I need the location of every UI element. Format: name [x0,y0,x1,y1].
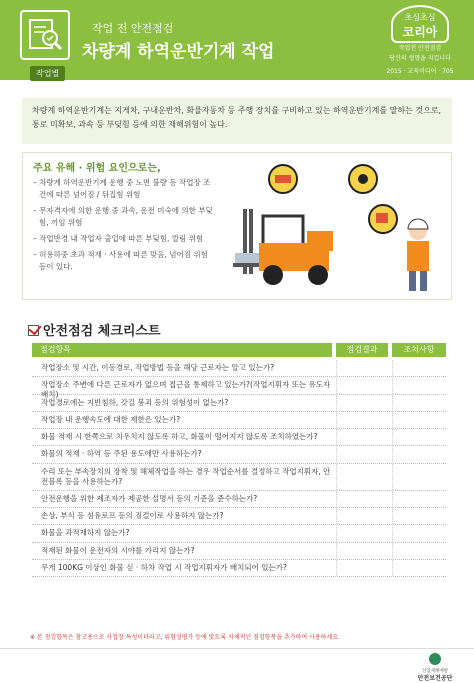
check-item-text: 안전운행을 위한 제조자가 제공한 설명서 등의 기준을 준수하는가? [41,493,258,503]
column-header-result: 점검결과 [336,343,388,357]
check-item-text: 손상, 부식 등 섬유로프 등의 짐걸이로 사용하지 않는가? [41,511,224,521]
table-row [32,377,446,400]
agency-mark-icon [429,653,441,665]
check-item-text: 적재된 화물이 운전자의 시야를 가리지 않는가? [41,545,195,555]
header-subtitle: 작업 전 안전점검 [92,22,174,35]
forklift-icon [233,209,333,285]
agency-name: 안전보건공단 [417,675,453,682]
result-cell[interactable] [336,377,388,393]
gear-warning-icon [349,165,377,193]
column-header-action: 조치사항 [392,343,446,357]
forklift-illustration [223,161,448,296]
footer-divider [0,648,474,649]
check-item-text: 수리 또는 부속장치의 장착 및 해체작업을 하는 경우 작업순서를 결정하고 작업지휘자, 안전블록 등을 사용하는가? [41,466,331,486]
action-cell[interactable] [392,543,446,559]
action-cell[interactable] [392,508,446,524]
agency-small-text: 산업재해예방 [421,669,449,674]
table-header [32,343,446,357]
table-row [32,508,446,525]
result-cell[interactable] [336,360,388,376]
table-row [32,491,446,508]
table-row [32,543,446,560]
result-cell[interactable] [336,491,388,507]
action-cell[interactable] [392,446,446,462]
table-row [32,395,446,412]
result-cell[interactable] [336,525,388,541]
table-row [32,525,446,542]
action-cell[interactable] [392,525,446,541]
hazard-section [22,152,452,300]
hazard-item: – 허용하중 초과 적재 · 사용에 따른 맞음, 넘어짐 위험 등이 있다. [33,250,208,271]
action-cell[interactable] [392,395,446,411]
action-cell[interactable] [392,360,446,376]
result-cell[interactable] [336,395,388,411]
intro-text: 차량계 하역운반기계는 지게차, 구내운반차, 화물자동차 등 주행 장치를 구비하고 있는 하역운반기계를 말하는 것으로, 통로 미확보, 과속 등 부딪힘 등에 의한 재해위험이 높다. [22,98,452,144]
check-item-text: 작업장소 주변에 다른 근로자가 없으며 접근을 통제하고 있는가?(작업지휘자 또는 유도자 배치) [41,380,331,400]
action-cell[interactable] [392,560,446,576]
checklist-magnifier-icon [20,10,70,60]
action-cell[interactable] [392,429,446,445]
hazard-title: 주요 유해 · 위험 요인으로는, [33,163,161,174]
check-item-text: 작업경로에는 지반침하, 갓길 붕괴 등의 위험성이 없는가? [41,397,229,407]
campaign-tagline1: 작업전 안전점검 [398,45,442,52]
checklist-heading-text: 안전점검 체크리스트 [43,324,161,339]
result-cell[interactable] [336,429,388,445]
checklist-table [32,343,446,577]
header-banner [0,0,474,80]
result-cell[interactable] [336,508,388,524]
category-badge: 작업별 [30,66,65,81]
checklist-heading [28,320,161,339]
table-row [32,446,446,463]
table-row [32,429,446,446]
campaign-line1: 초심초심 [404,13,436,22]
result-cell[interactable] [336,560,388,576]
worker-icon [407,219,429,291]
campaign-logo [370,5,470,75]
hand-warning-icon [369,205,397,233]
caution-circle-icon [269,165,297,193]
hazard-item: – 작업반경 내 작업자 출입에 따른 부딪힘, 깔림 위험 [33,234,204,243]
footnote: ※ 본 점검항목은 참고용으로 사업장 특성이더라고, 위험성평가 등에 맞도록 자체적인 점검항목을 추가하여 사용하세요. [30,634,340,641]
check-item-text: 화물의 적재 · 하역 등 주된 용도에만 사용하는가? [41,449,202,459]
hazard-item: – 무자격자에 의한 운행 중 과속, 운전 미숙에 의한 부딪힘, 끼임 위험 [33,206,213,227]
table-row [32,360,446,377]
campaign-badge [391,5,449,43]
action-cell[interactable] [392,377,446,393]
hazard-item: – 차량계 하역운반기계 운행 중 노면 불량 등 작업장 조건에 따른 넘어짐 / 뒤집힘 위험 [33,178,211,199]
check-item-text: 무게 100KG 이상인 화물 싣 · 하차 작업 시 작업지휘자가 배치되어 있는가? [41,562,288,572]
table-row [32,464,446,491]
campaign-tagline2: 당신의 생명을 지킵니다 [389,55,451,62]
issue-number: 2015 · 교육미디어 · 705 [386,68,454,75]
result-cell[interactable] [336,464,388,490]
action-cell[interactable] [392,491,446,507]
check-item-text: 작업장소 및 시간, 이동경로, 작업방법 등을 해당 근로자는 알고 있는가? [41,363,275,372]
action-cell[interactable] [392,412,446,428]
table-row [32,560,446,577]
check-item-text: 작업장 내 운행속도에 대한 제한은 있는가? [41,414,181,424]
agency-logo [405,650,465,683]
result-cell[interactable] [336,446,388,462]
result-cell[interactable] [336,543,388,559]
page-title: 차량계 하역운반기계 작업 [82,42,275,62]
check-item-text: 화물을 과적재하지 않는가? [41,528,130,538]
action-cell[interactable] [392,464,446,490]
column-header-item: 점검항목 [32,343,332,357]
result-cell[interactable] [336,412,388,428]
check-item-text: 화물 적재 시 한쪽으로 치우치지 않도록 하고, 화물이 떨어지지 않도록 조치하였는가? [41,432,318,442]
hazard-list [33,177,213,277]
checkmark-icon [28,325,39,336]
table-row [32,412,446,429]
campaign-line2: 코리아 [402,25,438,39]
